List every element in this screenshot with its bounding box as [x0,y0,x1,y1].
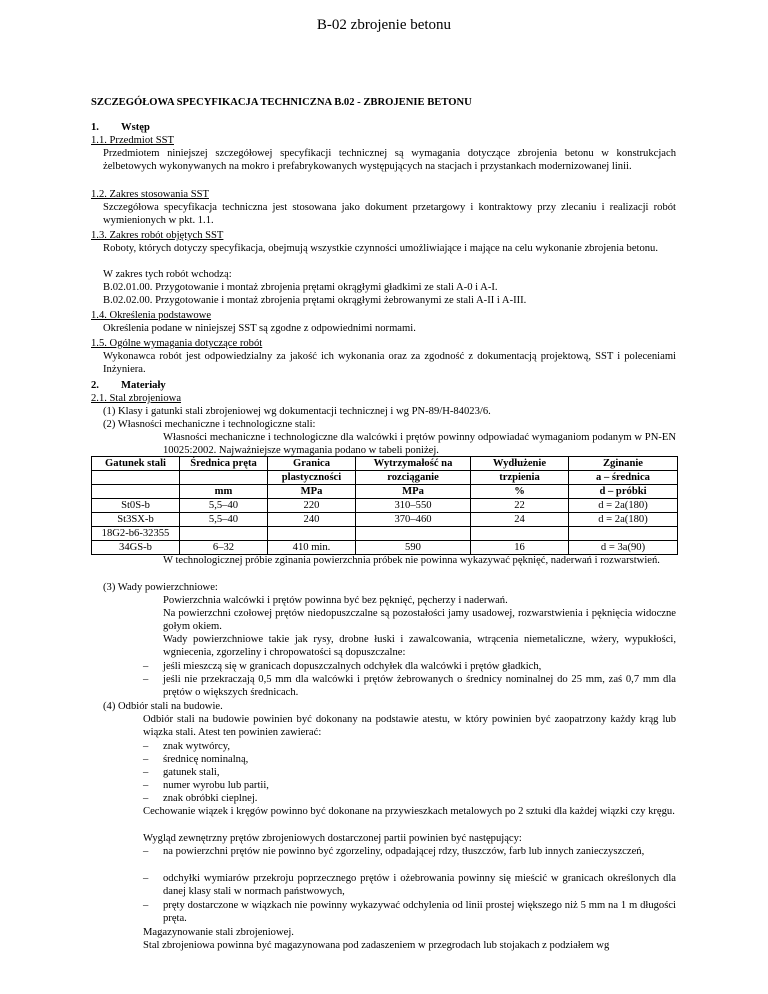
item-2-paragraph: Własności mechaniczne i technologiczne dla walcówki i prętów powinny odpowiadać wymaganiom podanym w PN-EN 10025:2002. Najważniejsze wymagania podano w tabeli poniżej. [163,432,676,457]
table-cell: 16 [471,541,569,555]
properties-table [91,456,678,555]
paragraph-1-1: Przedmiotem niniejszej szczegółowej specyfikacji technicznej są wymagania dotyczące zbrojenia betonu w konstrukcjach żelbetowych wykonywanych na mokro i prefabrykowanych występujących na stacjach i przystankach modernizowanej linii. [103,148,676,173]
item-3-d1: jeśli mieszczą się w granicach dopuszczalnych odchyłek dla walcówki i prętów gładkich, [163,661,542,672]
document-title: SZCZEGÓŁOWA SPECYFIKACJA TECHNICZNA B.02 - ZBROJENIE BETONU [91,97,472,108]
list-item: gatunek stali, [163,767,220,778]
list-item: znak wytwórcy, [163,741,230,752]
paragraph-1-3-scope: W zakres tych robót wchodzą: [103,269,232,280]
dash-marker: – [143,674,149,685]
table-cell: d = 2a(180) [569,513,678,527]
table-cell: d = 2a(180) [569,499,678,513]
table-cell: 590 [356,541,471,555]
header-cell: trzpienia [471,471,569,485]
table-cell: 410 min. [268,541,356,555]
heading-2-1: 2.1. Stal zbrojeniowa [91,393,182,404]
heading-1-4: 1.4. Określenia podstawowe [91,310,212,321]
page-header: B-02 zbrojenie betonu [316,17,452,33]
dash-marker: – [143,661,149,672]
table-cell: 6–32 [180,541,268,555]
table-cell [268,527,356,541]
item-4-c: Wygląd zewnętrzny prętów zbrojeniowych dostarczonej partii powinien być następujący: [143,833,522,844]
item-4-f: Stal zbrojeniowa powinna być magazynowana pod zadaszeniem w przegrodach lub stojakach z podziałem wg [143,940,610,951]
dash-marker: – [143,754,149,765]
header-cell [92,471,180,485]
header-cell: Gatunek stali [92,457,180,471]
dash-marker: – [143,767,149,778]
paragraph-1-5: Wykonawca robót jest odpowiedzialny za jakość ich wykonania oraz za zgodność z dokumentacją projektową, SST i poleceniami Inżyniera. [103,351,676,376]
header-cell: Zginanie [569,457,678,471]
table-row [92,499,678,513]
table-row [92,513,678,527]
item-4-d1: na powierzchni prętów nie powinno być zgorzeliny, odpadającej rdzy, tłuszczów, farb lub innych zanieczyszczeń, [163,846,645,857]
table-row [92,541,678,555]
item-3: (3) Wady powierzchniowe: [103,582,218,593]
item-4-b: Cechowanie wiązek i kręgów powinno być dokonane na przywieszkach metalowych po 2 sztuki dla każdej wiązki czy kręgu. [143,806,675,817]
paragraph-1-2: Szczegółowa specyfikacja techniczna jest stosowana jako dokument przetargowy i kontraktowy przy zlecaniu i realizacji robót wymienionych w pkt. 1.1. [103,202,676,227]
paragraph-1-3-item-1: B.02.01.00. Przygotowanie i montaż zbrojenia prętami okrągłymi gładkimi ze stali A-0 i A-I. [103,282,498,293]
item-3-d2: jeśli nie przekraczają 0,5 mm dla walcówki i prętów żebrowanych o średnicy nominalnej do 25 mm, zaś 0,7 mm dla prętów o większych średnicach. [163,674,676,699]
paragraph-1-3-item-2: B.02.02.00. Przygotowanie i montaż zbrojenia prętami okrągłymi żebrowanymi ze stali A-II i A-III. [103,295,527,306]
header-cell [180,471,268,485]
unit-cell: d – próbki [569,485,678,499]
paragraph-1-4: Określenia podane w niniejszej SST są zgodne z odpowiednimi normami. [103,323,416,334]
table-cell: 240 [268,513,356,527]
header-cell: Wydłużenie [471,457,569,471]
item-4-d2: odchyłki wymiarów przekroju poprzecznego prętów i ożebrowania powinny się mieścić w granicach określonych dla danej klasy stali w normach państwowych, [163,873,676,898]
dash-marker: – [143,741,149,752]
item-3-a: Powierzchnia walcówki i prętów powinna być bez pęknięć, pęcherzy i naderwań. [163,595,508,606]
item-4-d3: pręty dostarczone w wiązkach nie powinny wykazywać odchylenia od linii prostej większego niż 5 mm na 1 m długości pręta. [163,900,676,925]
header-cell: plastyczności [268,471,356,485]
item-2: (2) Własności mechaniczne i technologiczne stali: [103,419,316,430]
table-cell: St3SX-b [92,513,180,527]
table-header-row [92,471,678,485]
dash-marker: – [143,900,149,911]
table-cell [569,527,678,541]
after-table-paragraph: W technologicznej próbie zginania powierzchnia próbek nie powinna wykazywać pęknięć, naderwań i rozwarstwień. [163,555,660,566]
section-2-number: 2. [91,380,99,391]
section-1-number: 1. [91,122,99,133]
header-cell: Wytrzymałość na [356,457,471,471]
list-item: średnicę nominalną, [163,754,249,765]
unit-cell: % [471,485,569,499]
unit-cell: mm [180,485,268,499]
table-cell: 24 [471,513,569,527]
table-cell: 5,5–40 [180,513,268,527]
table-cell: St0S-b [92,499,180,513]
table-cell: 370–460 [356,513,471,527]
table-cell: 34GS-b [92,541,180,555]
table-header-row [92,457,678,471]
item-1: (1) Klasy i gatunki stali zbrojeniowej wg dokumentacji technicznej i wg PN-89/H-84023/6. [103,406,491,417]
heading-1-2: 1.2. Zakres stosowania SST [91,189,209,200]
header-cell: Średnica pręta [180,457,268,471]
header-cell: a – średnica [569,471,678,485]
section-1-title: Wstęp [121,122,150,133]
table-cell: 220 [268,499,356,513]
heading-1-1: 1.1. Przedmiot SST [91,135,174,146]
unit-cell: MPa [268,485,356,499]
heading-1-3: 1.3. Zakres robót objętych SST [91,230,224,241]
dash-marker: – [143,780,149,791]
table-cell [471,527,569,541]
header-cell: Granica [268,457,356,471]
dash-marker: – [143,873,149,884]
item-4-a: Odbiór stali na budowie powinien być dokonany na podstawie atestu, w który powinien być zaopatrzony każdy krąg lub wiązka stali. Atest ten powinien zawierać: [143,714,676,739]
list-item: numer wyrobu lub partii, [163,780,269,791]
dash-marker: – [143,846,149,857]
list-item: znak obróbki cieplnej. [163,793,258,804]
table-row [92,527,678,541]
table-cell [180,527,268,541]
item-3-c: Wady powierzchniowe takie jak rysy, drobne łuski i zawalcowania, wtrącenia niemetaliczne, wżery, wypukłości, wgniecenia, zgorzeliny i chropowatości są dopuszczalne: [163,634,676,659]
table-cell: 5,5–40 [180,499,268,513]
table-cell [356,527,471,541]
header-cell: rozciąganie [356,471,471,485]
table-units-row [92,485,678,499]
dash-marker: – [143,793,149,804]
item-4-e: Magazynowanie stali zbrojeniowej. [143,927,294,938]
item-4: (4) Odbiór stali na budowie. [103,701,223,712]
unit-cell: MPa [356,485,471,499]
item-3-b: Na powierzchni czołowej prętów niedopuszczalne są pozostałości jamy usadowej, rozwarstwienia i pęknięcia widoczne gołym okiem. [163,608,676,633]
table-cell: 310–550 [356,499,471,513]
section-2-title: Materiały [121,380,166,391]
table-cell: 18G2-b6-32355 [92,527,180,541]
table-cell: 22 [471,499,569,513]
paragraph-1-3: Roboty, których dotyczy specyfikacja, obejmują wszystkie czynności umożliwiające i mające na celu wykonanie zbrojenia betonu. [103,243,658,254]
unit-cell [92,485,180,499]
heading-1-5: 1.5. Ogólne wymagania dotyczące robót [91,338,263,349]
table-cell: d = 3a(90) [569,541,678,555]
